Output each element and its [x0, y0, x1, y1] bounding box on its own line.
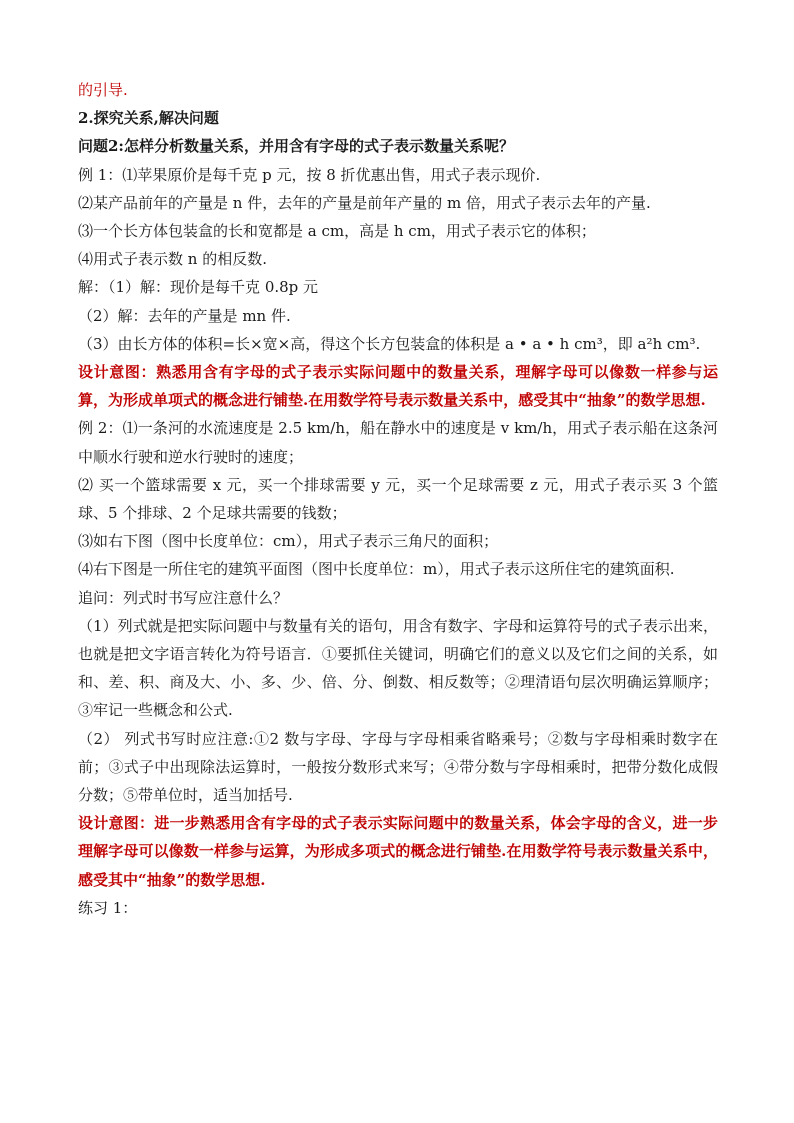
example-2-item-4: ⑷右下图是一所住宅的建筑平面图（图中长度单位：m），用式子表示这所住宅的建筑面积.	[78, 560, 675, 579]
design-intent-text: 进一步熟悉用含有字母的式子表示实际问题中的数量关系，体会字母的含义，进一步理解字母可以像数一样参与运算，为形成多项式的概念进行铺垫.在用数学符号表示数量关系中，感受其中“抽象”的数学思想.	[78, 814, 718, 889]
design-intent-label: 设计意图：	[78, 363, 157, 382]
answer-2: （2） 列式书写时应注意:①2 数与字母、字母与字母相乘省略乘号；②数与字母相乘时数字在前；③式子中出现除法运算时，一般按分数形式来写；④带分数与字母相乘时，把带分数化成假分数；⑤带单位时，适当加括号.	[78, 729, 718, 805]
example-1-item-3: ⑶一个长方体包装盒的长和宽都是 a cm，高是 h cm，用式子表示它的体积；	[78, 222, 596, 241]
design-intent-text: 熟悉用含有字母的式子表示实际问题中的数量关系，理解字母可以像数一样参与运算，为形成单项式的概念进行铺垫.在用数学符号表示数量关系中，感受其中“抽象”的数学思想.	[78, 363, 718, 410]
solution-2: （2）解：去年的产量是 mn 件.	[78, 306, 291, 325]
example-2-item-1: 例 2：⑴一条河的水流速度是 2.5 km/h，船在静水中的速度是 v km/h，用式子表示船在这条河中顺水行驶和逆水行驶时的速度；	[78, 419, 718, 466]
example-2-item-2: ⑵ 买一个篮球需要 x 元，买一个排球需要 y 元，买一个足球需要 z 元，用式子表示买 3 个篮球、5 个排球、2 个足球共需要的钱数；	[78, 475, 718, 523]
answer-1: （1）列式就是把实际问题中与数量有关的语句，用含有数字、字母和运算符号的式子表示出来，也就是把文字语言转化为符号语言．①要抓住关键词，明确它们的意义以及它们之间的关系，如和、差、积、商及大、小、多、少、倍、分、倒数、相反数等；②理清语句层次明确运算顺序；③牢记一些概念和公式.	[78, 616, 718, 720]
follow-up-question: 追问：列式时书写应注意什么？	[78, 588, 289, 607]
example-1-item-4: ⑷用式子表示数 n 的相反数.	[78, 250, 267, 269]
design-intent-label: 设计意图：	[78, 814, 155, 833]
example-2-item-3: ⑶如右下图（图中长度单位：cm），用式子表示三角尺的面积；	[78, 532, 499, 551]
page-content	[78, 76, 718, 922]
example-1-item-1: 例 1：⑴苹果原价是每千克 p 元，按 8 折优惠出售，用式子表示现价.	[78, 165, 541, 184]
solution-3: （3）由长方体的体积=长×宽×高，得这个长方包装盒的体积是 a • a • h cm³，即 a²h cm³.	[78, 334, 701, 353]
question-heading: 问题2:怎样分析数量关系，并用含有字母的式子表示数量关系呢？	[78, 137, 514, 156]
section-heading: 2.探究关系,解决问题	[78, 109, 219, 128]
example-1-item-2: ⑵某产品前年的产量是 n 件，去年的产量是前年产量的 m 倍，用式子表示去年的产量.	[78, 193, 651, 212]
design-intent-2	[78, 809, 718, 894]
text-line: 的引导.	[78, 81, 128, 99]
design-intent-1	[78, 358, 718, 414]
practice-heading: 练习 1：	[78, 898, 138, 917]
solution-intro: 解：（1）解：现价是每千克 0.8p 元	[78, 278, 319, 297]
